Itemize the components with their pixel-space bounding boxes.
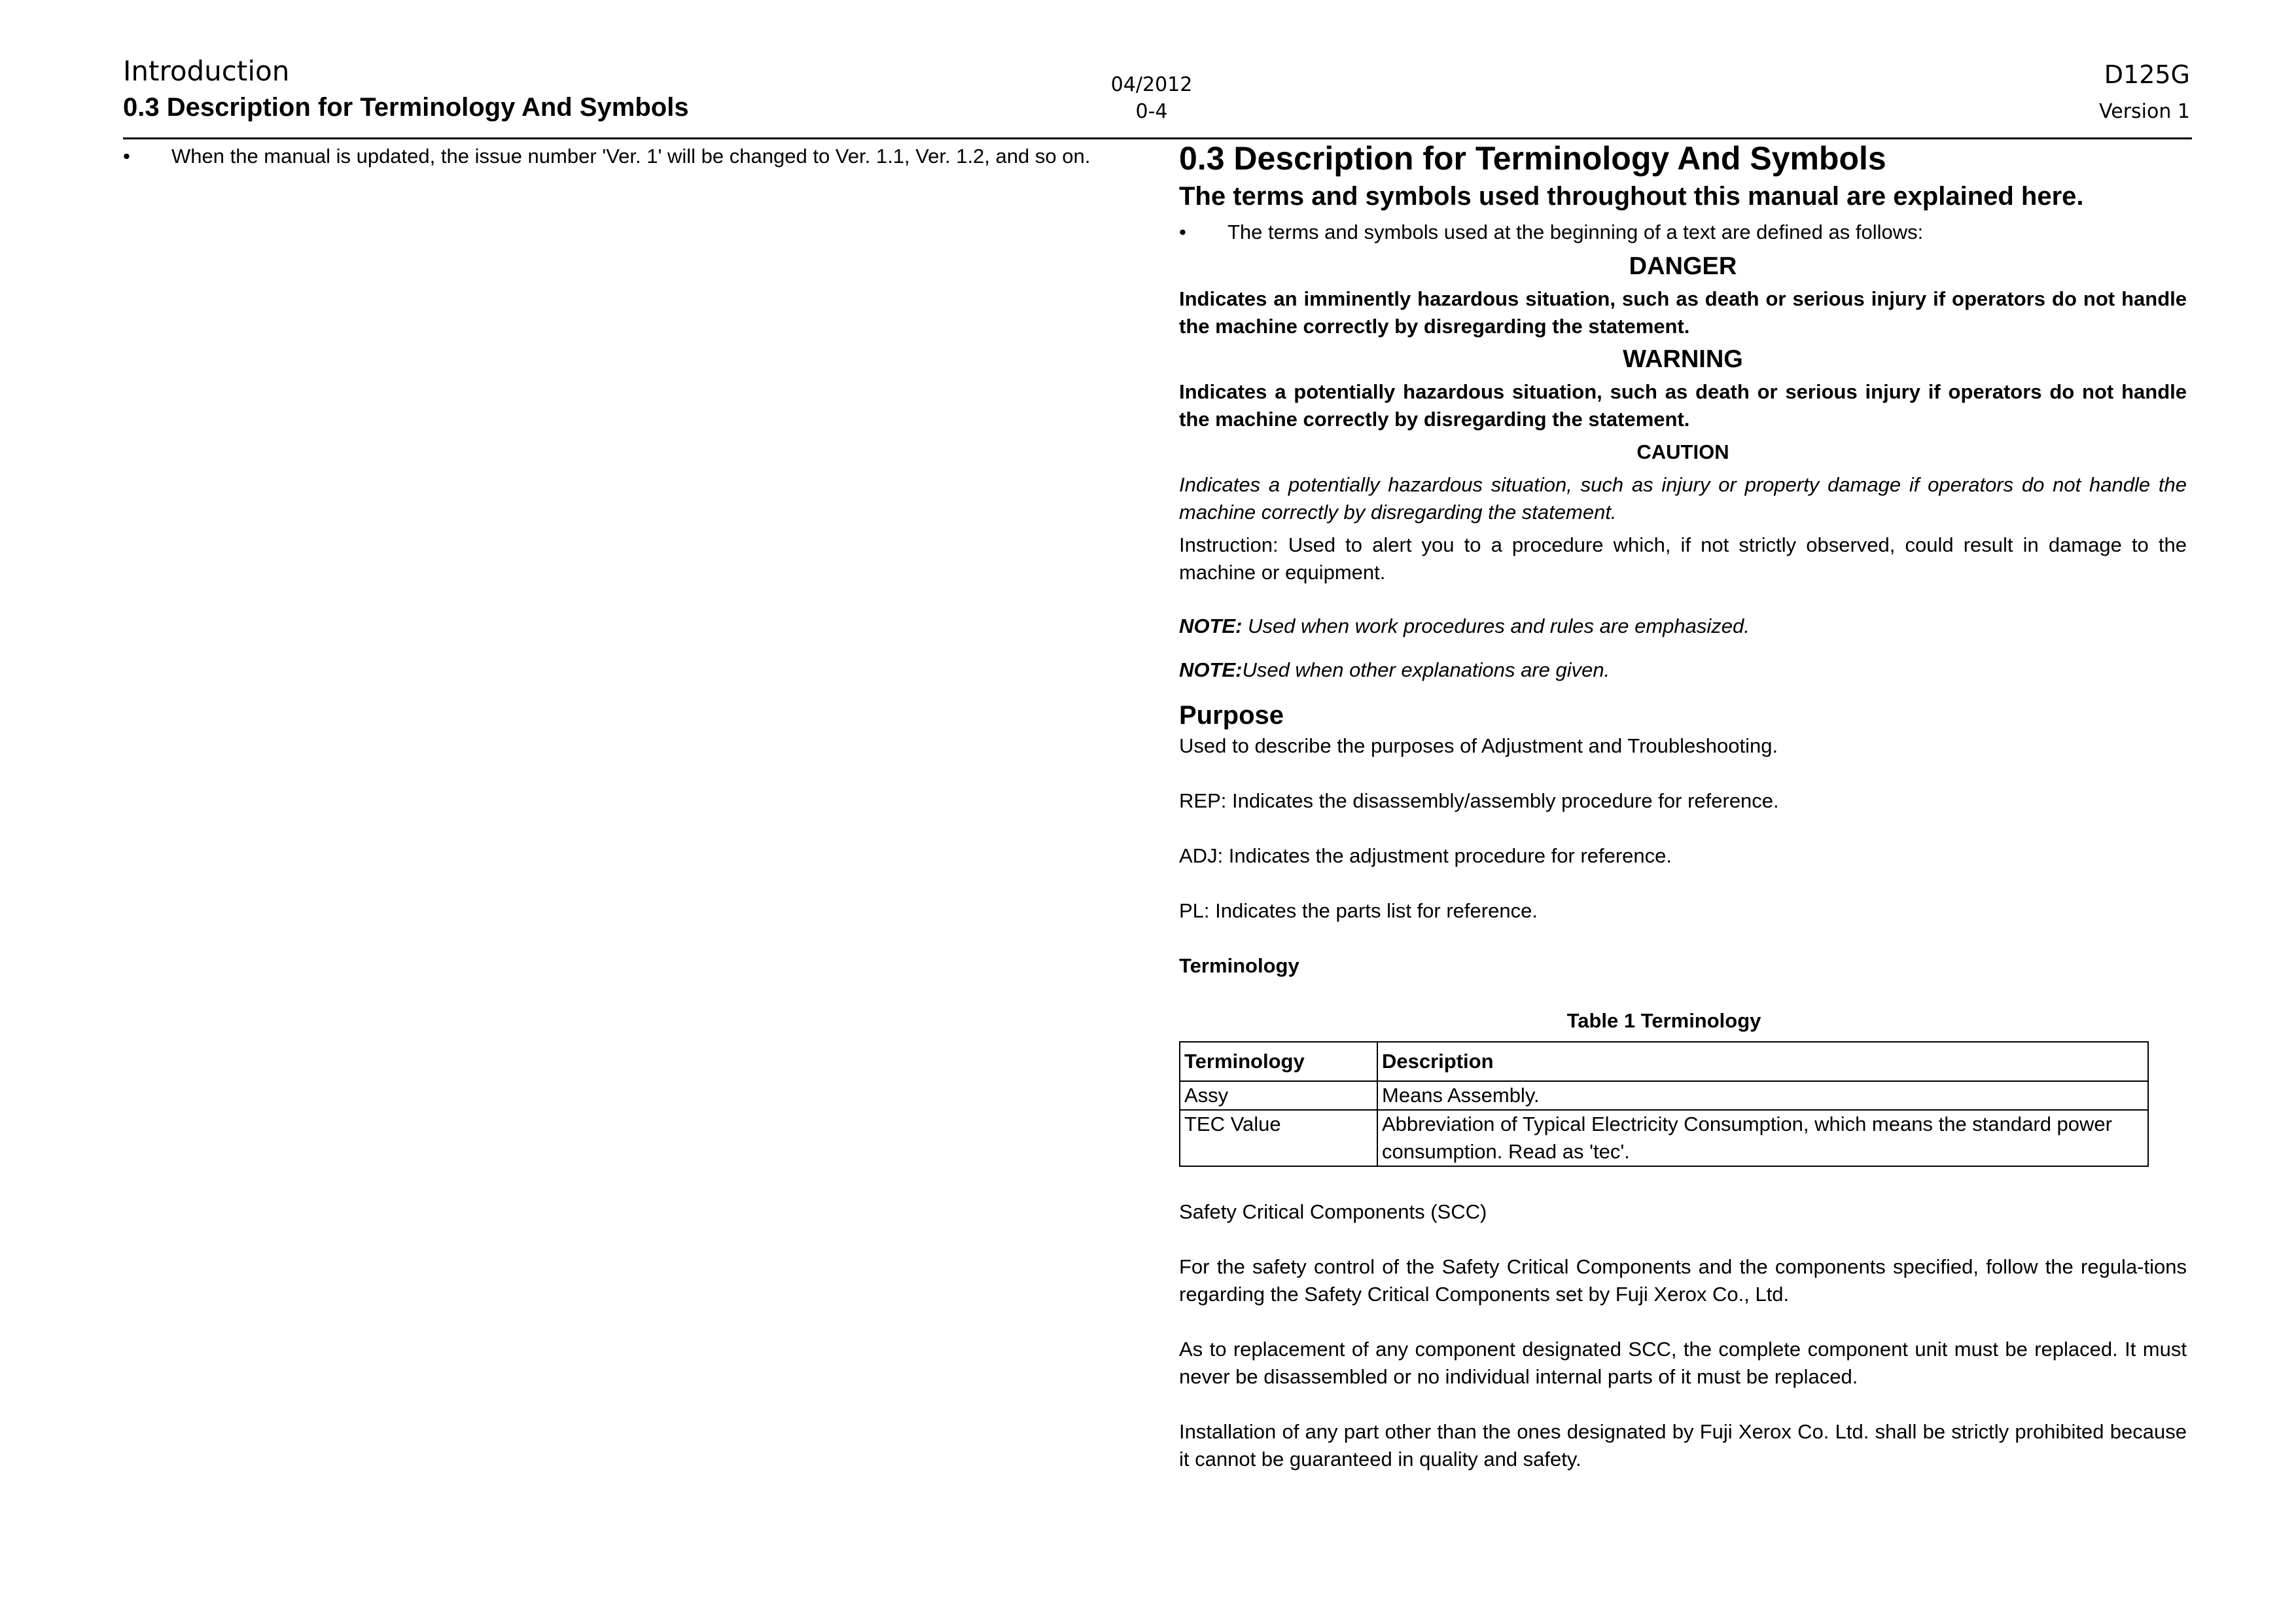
table-header-cell: Terminology: [1180, 1042, 1377, 1081]
warning-heading: WARNING: [1623, 346, 1743, 373]
note-text: Used when other explanations are given.: [1242, 658, 1610, 681]
version-update-note: When the manual is updated, the issue number 'Ver. 1' will be changed to Ver. 1.1, Ver. 1.2, and so on.: [171, 145, 1091, 168]
table-header-row: [1180, 1042, 2148, 1081]
table-row: [1180, 1110, 2148, 1166]
scc-paragraph: Installation of any part other than the ones designated by Fuji Xerox Co. Ltd. shall be strictly prohibited because it cannot be guaranteed in quality and safety.: [1179, 1420, 2187, 1471]
table-cell: Means Assembly.: [1377, 1081, 2148, 1110]
bullet-icon: •: [1179, 221, 1186, 243]
scc-paragraph: For the safety control of the Safety Critical Components and the components specified, follow the regula-tions regarding the Safety Critical Components set by Fuji Xerox Co., Ltd.: [1179, 1255, 2187, 1306]
adj-text: ADJ: Indicates the adjustment procedure for reference.: [1179, 844, 1672, 867]
danger-text: Indicates an imminently hazardous situation, such as death or serious injury if operators do not handle the machine correctly by disregarding the statement.: [1179, 287, 2187, 338]
purpose-heading: Purpose: [1179, 701, 1284, 730]
note-label: NOTE:: [1179, 658, 1243, 681]
table-caption: Table 1 Terminology: [1566, 1009, 1761, 1032]
pl-text: PL: Indicates the parts list for reference.: [1179, 899, 1538, 922]
left-column: [123, 143, 1131, 170]
table-cell: TEC Value: [1180, 1110, 1377, 1166]
table-header-cell: Description: [1377, 1042, 2148, 1081]
purpose-text: Used to describe the purposes of Adjustment and Troubleshooting.: [1179, 734, 1778, 757]
page-number: 0-4: [1135, 100, 1168, 123]
instruction-text: Instruction: Used to alert you to a procedure which, if not strictly observed, could result in damage to the machine or equipment.: [1179, 533, 2187, 584]
caution-heading: CAUTION: [1636, 440, 1729, 463]
table-cell: Abbreviation of Typical Electricity Consumption, which means the standard power consumption. Read as 'tec'.: [1377, 1110, 2148, 1166]
list-item: [1179, 219, 2187, 246]
chapter-title: Introduction: [123, 55, 290, 87]
terminology-table: [1179, 1041, 2149, 1167]
note-emphasis: [1179, 613, 2187, 640]
right-column: [1179, 139, 2187, 1473]
scc-paragraph: As to replacement of any component designated SCC, the complete component unit must be replaced. It must never be disassembled or no individual internal parts of it must be replaced.: [1179, 1338, 2187, 1388]
danger-heading: DANGER: [1629, 253, 1737, 280]
terminology-heading: Terminology: [1179, 954, 1299, 977]
note-text: Used when work procedures and rules are emphasized.: [1242, 615, 1750, 637]
rep-text: REP: Indicates the disassembly/assembly procedure for reference.: [1179, 789, 1779, 812]
list-item: [123, 143, 1131, 170]
note-explanation: [1179, 656, 2187, 684]
bullet-icon: •: [123, 145, 130, 168]
caution-text: Indicates a potentially hazardous situation, such as injury or property damage if operators do not handle the machine correctly by disregarding the statement.: [1179, 473, 2187, 524]
model-number: D125G: [2104, 60, 2190, 89]
main-heading: 0.3 Description for Terminology And Symbols: [1179, 140, 1886, 177]
table-row: [1180, 1081, 2148, 1110]
issue-date: 04/2012: [1110, 73, 1193, 96]
section-title: 0.3 Description for Terminology And Symbols: [123, 93, 689, 122]
warning-text: Indicates a potentially hazardous situation, such as death or serious injury if operators do not handle the machine correctly by disregarding the statement.: [1179, 380, 2187, 431]
scc-heading: Safety Critical Components (SCC): [1179, 1200, 1487, 1223]
table-cell: Assy: [1180, 1081, 1377, 1110]
note-label: NOTE:: [1179, 615, 1243, 637]
intro-text: The terms and symbols used at the beginning of a text are defined as follows:: [1227, 221, 1924, 243]
version-label: Version 1: [2099, 100, 2190, 123]
subheading: The terms and symbols used throughout this manual are explained here.: [1179, 182, 2084, 211]
